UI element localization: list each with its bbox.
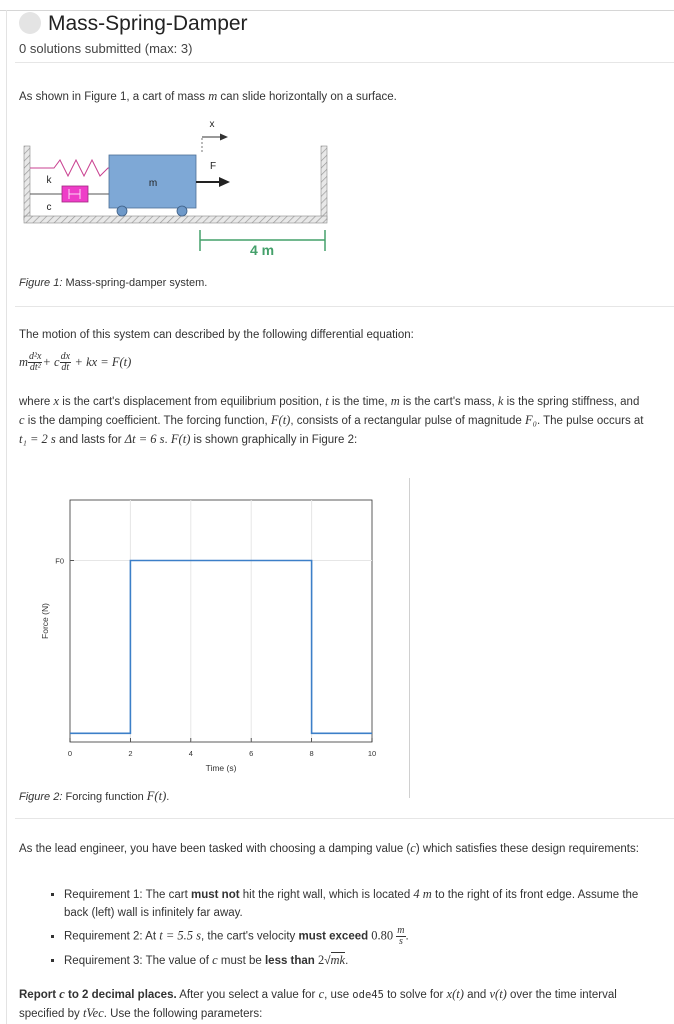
cart-wheel-left xyxy=(117,206,127,216)
header-divider xyxy=(15,62,674,63)
submission-count: 0 solutions submitted (max: 3) xyxy=(19,41,193,56)
top-border xyxy=(0,10,674,11)
label-k: k xyxy=(46,175,52,186)
ode45-code: ode45 xyxy=(352,989,384,1001)
right-wall xyxy=(321,146,327,220)
x-tick-label: 2 xyxy=(128,749,133,758)
x-tick-label: 10 xyxy=(367,749,377,758)
x-axis-label: Time (s) xyxy=(205,763,237,773)
requirement-2: ▪ Requirement 2: At t = 5.5 s, the cart's velocity must exceed 0.80 $\frac{m}{s}$ . xyxy=(64,926,654,947)
spring xyxy=(30,160,109,176)
y-tick-label: F0 xyxy=(55,556,64,566)
requirement-1: ▪ Requirement 1: The cart must not hit the right wall, which is located 4 m to the right of its front edge. Assume the back (left) wall is infinitely far away. xyxy=(64,885,654,922)
section-divider xyxy=(15,306,674,307)
cart-wheel-right xyxy=(177,206,187,216)
page-title: Mass-Spring-Damper xyxy=(48,12,248,35)
figure1-diagram xyxy=(16,112,336,262)
label-c: c xyxy=(46,202,52,213)
equation-description: where x is the cart's displacement from equilibrium position, t is the time, m is the cart's mass, k is the spring stiffness, and c is the damping coefficient. The forcing function, F(t), consists of a rectangular pulse of magnitude F₀. The pulse occurs at t₁ = 2 s and lasts for Δt = 6 s. F(t) is shown graphically in Figure 2: xyxy=(19,394,644,446)
section-divider-2 xyxy=(15,818,674,819)
label-m: m xyxy=(148,178,158,189)
label-f: F xyxy=(209,161,217,172)
task-text: As the lead engineer, you have been tasked with choosing a damping value (c) which satisfies these design requirements: xyxy=(19,841,639,855)
force-arrow-head xyxy=(219,177,230,187)
left-wall xyxy=(24,146,30,220)
left-border xyxy=(6,10,7,1024)
label-x: x xyxy=(209,119,215,130)
figure2-right-divider xyxy=(409,478,410,798)
report-text: Report c to 2 decimal places. After you select a value for c, use ode45 to solve for x(t) and v(t) over the time interval specified by tVec. Use the following parameters: xyxy=(19,987,617,1020)
x-tick-label: 4 xyxy=(188,749,193,758)
y-axis-label: Force (N) xyxy=(40,603,50,639)
plot-area xyxy=(70,500,372,742)
dimension-label: 4 m xyxy=(249,242,275,258)
status-circle-icon xyxy=(19,12,41,34)
x-tick-label: 6 xyxy=(249,749,254,758)
requirements-list xyxy=(44,885,654,974)
intro-text: As shown in Figure 1, a cart of mass m can slide horizontally on a surface. xyxy=(19,89,397,103)
equation-intro: The motion of this system can described by the following differential equation: xyxy=(19,329,414,341)
figure1-caption: Figure 1: Mass-spring-damper system. xyxy=(19,277,208,289)
forcing-function-chart xyxy=(30,490,390,780)
figure2-caption: Figure 2: Forcing function F(t). xyxy=(19,789,170,803)
ground xyxy=(24,216,327,223)
x-tick-label: 0 xyxy=(67,749,73,758)
x-tick-label: 8 xyxy=(309,749,314,758)
x-arrow-head xyxy=(220,134,228,141)
differential-equation: m $\frac{\text{d²x}}{\text{dt²}}$ + c $\frac{dx}{dt}$ + kx = F(t) xyxy=(19,351,132,373)
requirement-3: ▪ Requirement 3: The value of c must be less than 2√mk. xyxy=(64,951,654,970)
